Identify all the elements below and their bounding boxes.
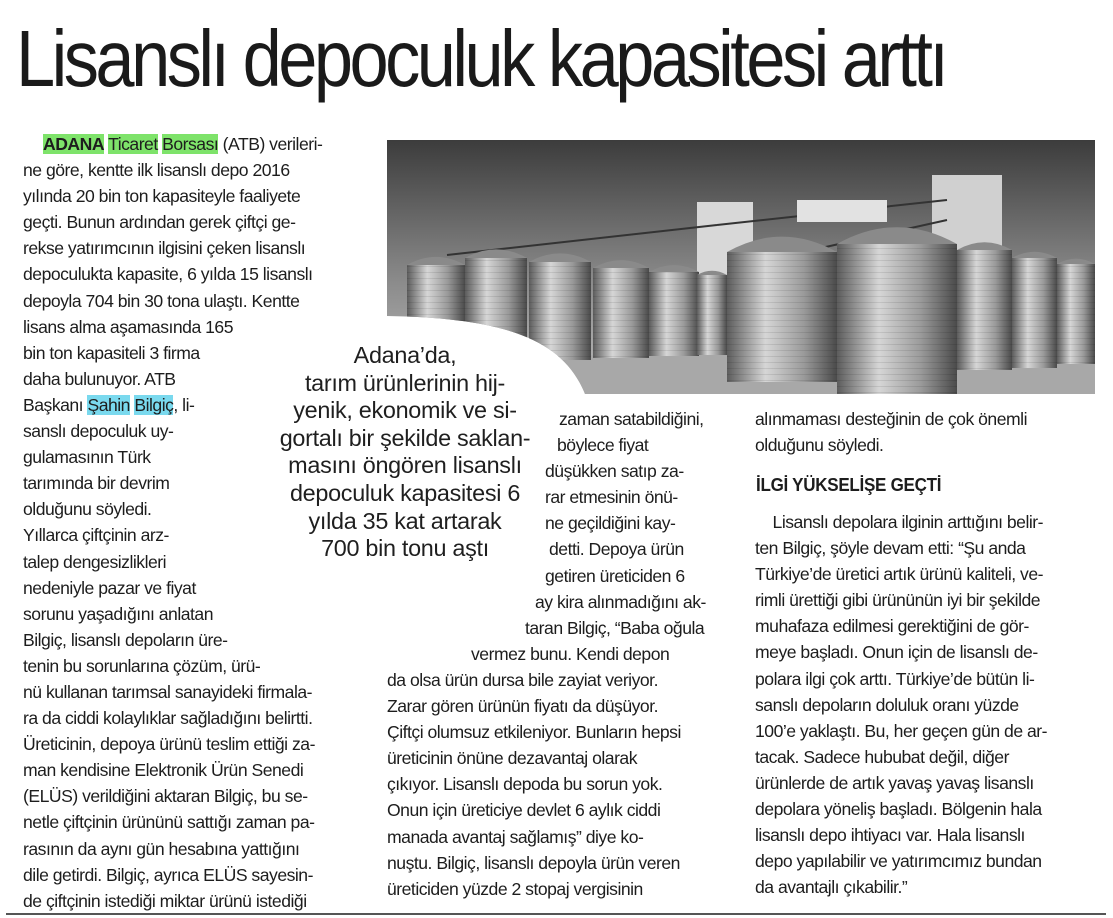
text-line: polara ilgi çok arttı. Türkiye’de bütün li-	[755, 668, 1035, 689]
highlight-ticaret: Ticaret	[108, 134, 158, 154]
text-line: sorunu yaşadığını anlatan	[23, 603, 213, 624]
text-line: tenin bu sorunlarına çözüm, ürü-	[23, 655, 261, 676]
text-line: muhafaza edilmesi gerektiğini de gör-	[755, 616, 1029, 637]
text-line: Onun için üreticiye devlet 6 aylık ciddi	[387, 800, 661, 821]
text-line: gulamasının Türk	[23, 447, 151, 468]
silo-ribs	[727, 252, 837, 382]
pull-quote-line: masını öngören lisanslı	[288, 452, 522, 479]
text-line: nü kullanan tarımsal sanayideki firmala-	[23, 681, 313, 702]
text-line: geçti. Bunun ardından gerek çiftçi ge-	[23, 212, 296, 233]
text-line: Zarar gören ürünün fiyatı da düşüyor.	[387, 696, 658, 717]
text-line: detti. Depoya ürün	[549, 539, 684, 560]
text-line: de çiftçinin istediği miktar ürünü istediği	[23, 890, 307, 911]
text-line: Bilgiç, lisanslı depoların üre-	[23, 629, 228, 650]
silo-ribs	[957, 250, 1012, 370]
column-3-body-lines	[755, 509, 1095, 900]
text-line: olduğunu söyledi.	[755, 435, 884, 456]
text-line: dile getirdi. Bilgiç, ayrıca ELÜS sayesin-	[23, 864, 313, 885]
text-line: nedeniyle pazar ve fiyat	[23, 577, 196, 598]
text-line: sanslı depoculuk uy-	[23, 421, 174, 442]
pull-quote-line: 700 bin tonu aştı	[321, 535, 489, 562]
text-line: Üreticinin, depoya ürünü teslim ettiği za-	[23, 734, 315, 755]
text-line: lisanslı depo ihtiyacı var. Hala lisanslı	[755, 825, 1025, 846]
text-line: da olsa ürün dursa bile zayiat veriyor.	[387, 669, 658, 690]
text-line: nuştu. Bilgiç, lisanslı depoyla ürün veren	[387, 852, 680, 873]
silo-ribs	[1057, 264, 1095, 364]
text-line: zaman satabildiğini,	[559, 409, 704, 429]
text-line: tacak. Sadece hububat değil, diğer	[755, 746, 1009, 767]
text-line: üreticiden yüzde 2 stopaj vergisinin	[387, 878, 643, 899]
text-line: rar etmesinin önü-	[545, 487, 678, 508]
text-line: Yıllarca çiftçinin arz-	[23, 525, 169, 546]
bottom-rule	[6, 913, 1106, 915]
pull-quote-line: Adana’da,	[353, 342, 457, 368]
pull-quote-line: depoculuk kapasitesi 6	[289, 479, 521, 506]
text-line: ürünlerde de artık yavaş yavaş lisanslı	[755, 772, 1034, 793]
text-line: talep dengesizlikleri	[23, 551, 167, 572]
text-line: man kendisine Elektronik Ürün Senedi	[23, 760, 304, 781]
text-line: böylece fiyat	[557, 435, 649, 456]
column-3	[755, 406, 1095, 458]
text-line: olduğunu söyledi.	[23, 499, 152, 520]
text-line: ay kira alınmadığını ak-	[535, 591, 706, 612]
column-2	[387, 406, 737, 902]
text-line: 100’e yaklaştı. Bu, her geçen gün de ar-	[755, 720, 1047, 741]
text-line: ne geçildiğini kay-	[545, 513, 676, 534]
text-line: düşükken satıp za-	[545, 461, 684, 482]
lead-line	[23, 131, 363, 157]
baskan-pre: Başkanı	[23, 394, 88, 415]
column-3-top	[755, 406, 1095, 458]
column-2-indented	[387, 406, 737, 667]
text-line: alınmaması desteğinin de çok önemli	[755, 409, 1027, 429]
highlight-bilgic: Bilgiç	[134, 394, 174, 415]
pull-quote-line: yılda 35 kat artarak	[308, 507, 502, 534]
text-line: üreticinin önüne dezavantaj olarak	[387, 748, 638, 769]
text-line: yılında 20 bin ton kapasiteyle faaliyete	[23, 186, 301, 207]
highlight-sahin: Şahin	[87, 394, 130, 415]
text-line: tarımında bir devrim	[23, 473, 170, 494]
text-line: depoculukta kapasite, 6 yılda 15 lisanslı	[23, 264, 313, 285]
text-line: depolara yöneliş başladı. Bölgenin hala	[755, 799, 1042, 820]
subheading: İLGİ YÜKSELİŞE GEÇTİ	[756, 474, 942, 495]
text-line: çıkıyor. Lisanslı depoda bu sorun yok.	[387, 774, 663, 795]
text-line: taran Bilgiç, “Baba oğula	[525, 617, 705, 638]
text-line: depo yapılabilir ve yatırımcımız bundan	[755, 851, 1042, 872]
text-line: vermez bunu. Kendi depon	[471, 643, 670, 664]
text-line: da avantajlı çıkabilir.”	[755, 877, 908, 898]
text-line: getiren üreticiden 6	[545, 565, 685, 586]
column-3-body	[755, 509, 1095, 900]
highlight-adana: ADANA	[43, 134, 105, 154]
silo-ribs	[837, 244, 957, 394]
text-line: rasının da aynı gün hesabına yattığını	[23, 838, 300, 859]
text-line: Çiftçi olumsuz etkileniyor. Bunların hepsi	[387, 722, 681, 743]
pull-quote-line: gortalı bir şekilde saklan-	[279, 424, 531, 451]
silo-ribs	[649, 272, 699, 356]
text-line: rimli ürettiği gibi ürününün iyi bir şekilde	[755, 590, 1041, 611]
text-line: Türkiye’de üretici artık ürünü kaliteli, ve-	[755, 564, 1043, 585]
column-2-full	[387, 667, 737, 902]
text-line: Lisanslı depolara ilginin arttığını belir-	[755, 512, 1043, 532]
silo-ribs	[1012, 258, 1057, 368]
silo-ribs	[593, 268, 649, 358]
silo-ribs	[697, 275, 727, 355]
text-line: manada avantaj sağlamış” diye ko-	[387, 826, 644, 847]
text-line: netle çiftçinin ürününü sattığı zaman pa-	[23, 812, 315, 833]
text-line: sanslı depoların doluluk oranı yüzde	[755, 694, 1019, 715]
highlight-borsasi: Borsası	[162, 134, 219, 154]
pull-quote-line: tarım ürünlerinin hij-	[304, 369, 506, 396]
text-line: daha bulunuyor. ATB	[23, 368, 176, 389]
text-line: ne göre, kentte ilk lisanslı depo 2016	[23, 160, 290, 181]
baskan-post: , li-	[173, 394, 195, 415]
pull-quote-line: yenik, ekonomik ve si-	[293, 397, 517, 424]
headline: Lisanslı depoculuk kapasitesi arttı	[16, 14, 946, 103]
text-line: bin ton kapasiteli 3 firma	[23, 342, 200, 363]
text-line: (ELÜS) verildiğini aktaran Bilgiç, bu se-	[23, 786, 308, 807]
text-line: ten Bilgiç, şöyle devam etti: “Şu anda	[755, 538, 1026, 559]
text-line: ra da ciddi kolaylıklar sağladığını belirtti.	[23, 708, 313, 729]
lead-line-rest: (ATB) verileri-	[218, 134, 323, 154]
text-line: meye başladı. Onun için de lisanslı de-	[755, 642, 1038, 663]
text-line: lisans alma aşamasında 165	[23, 316, 233, 337]
text-line: depoyla 704 bin 30 tona ulaştı. Kentte	[23, 290, 300, 311]
text-line: rekse yatırımcının ilgisini çeken lisanslı	[23, 238, 306, 259]
